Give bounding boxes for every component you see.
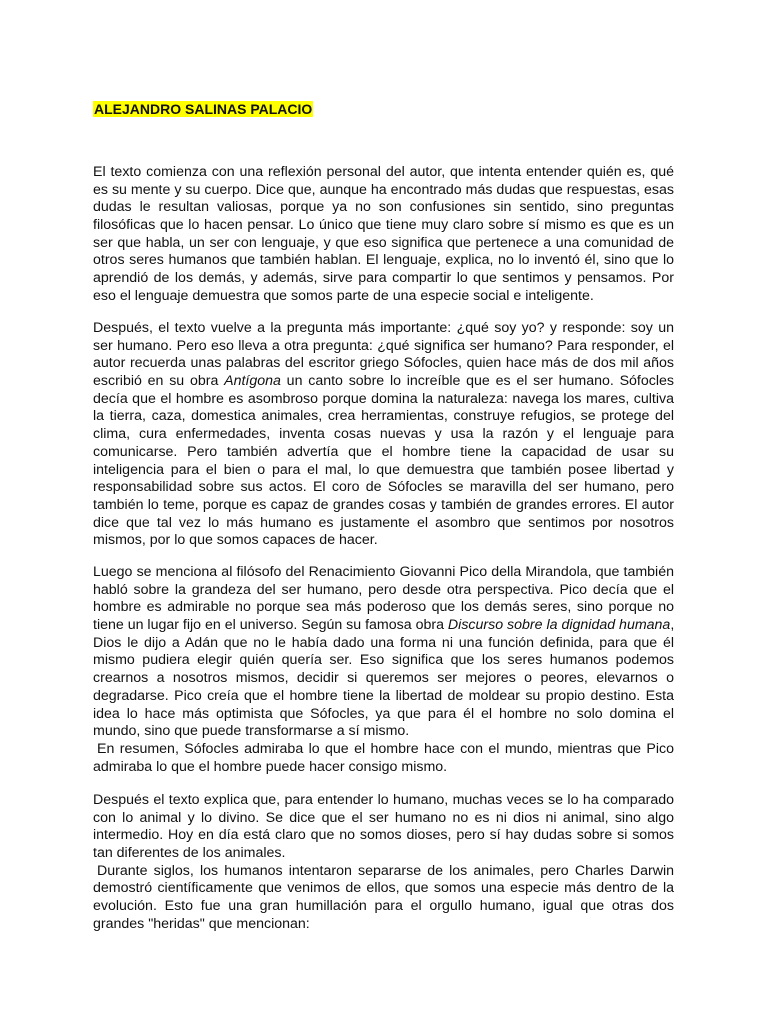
paragraph-2 <box>93 320 674 550</box>
paragraph-1 <box>93 164 674 306</box>
text-line: Después el texto explica que, para entender lo humano, muchas veces se lo ha comparado <box>93 792 674 808</box>
text-line: grandes "heridas" que mencionan: <box>93 915 310 932</box>
text-line: es su mente y su cuerpo. Dice que, aunque ha encontrado más dudas que respuestas, esas <box>93 181 674 198</box>
text-line: idea lo hace más optimista que Sófocles, ya que para él el hombre no solo domina el <box>93 705 674 722</box>
text-line: mismo pudiera elegir quién quería ser. Eso significa que los seres humanos podemos <box>93 652 674 669</box>
paragraph-4 <box>93 792 674 934</box>
text-line: ser que habla, un ser con lenguaje, y que eso significa que pertenece a una comunidad de <box>93 234 674 251</box>
text-line: autor recuerda unas palabras del escritor griego Sófocles, quien hace más de dos mil años <box>93 355 674 372</box>
text-line: crearnos a nosotros mismos, decidir si queremos ser mejores o peores, elevarnos o <box>93 670 674 687</box>
text-line: responsabilidad sobre sus actos. El coro de Sófocles se maravilla del ser humano, pero <box>93 479 674 496</box>
text-line <box>93 617 674 635</box>
text-line <box>93 373 674 391</box>
text-line: la tierra, caza, domestica animales, crea herramientas, construye refugios, se protege del <box>93 408 674 425</box>
text-line: Después, el texto vuelve a la pregunta más importante: ¿qué soy yo? y responde: soy un <box>93 320 674 336</box>
author-name-highlight: ALEJANDRO SALINAS PALACIO <box>94 101 313 117</box>
text-line: intermedio. Hoy en día está claro que no somos dioses, pero sí hay dudas sobre si somos <box>93 827 674 844</box>
text-line: inteligencia para el bien o para el mal, lo que demuestra que también posee libertad y <box>93 461 674 478</box>
text-line: comunicarse. Pero también advertía que el hombre tiene la capacidad de usar su <box>93 443 674 460</box>
text-line: clima, cura enfermedades, inventa cosas nuevas y usa la razón y el lenguaje para <box>93 426 674 443</box>
text-line: degradarse. Pico creía que el hombre tiene la libertad de moldear su propio destino. Esta <box>93 687 674 704</box>
text-run: un canto sobre lo increíble que es el ser humano. Sófocles <box>280 373 674 390</box>
italic-title: Antígona <box>224 373 281 390</box>
italic-title: Discurso sobre la dignidad humana <box>447 617 671 634</box>
text-line: En resumen, Sófocles admiraba lo que el hombre hace con el mundo, mientras que Pico <box>97 740 674 757</box>
text-line: Durante siglos, los humanos intentaron separarse de los animales, pero Charles Darwin <box>97 862 674 879</box>
text-run: tiene un lugar fijo en el universo. Según su famosa obra <box>93 617 448 634</box>
text-line: habló sobre la grandeza del ser humano, pero desde otra perspectiva. Pico decía que el <box>93 581 674 598</box>
text-line: dudas le resultan valiosas, porque ya no son confusiones sin sentido, sino preguntas <box>93 199 674 216</box>
text-line: evolución. Esto fue una gran humillación para el orgullo humano, igual que otras dos <box>93 898 674 915</box>
text-line: decía que el hombre es asombroso porque domina la naturaleza: navega los mares, cultiva <box>93 390 674 407</box>
text-line: ser humano. Pero eso lleva a otra pregunta: ¿qué significa ser humano? Para responder, el <box>93 337 674 354</box>
text-run: , <box>670 617 675 634</box>
author-heading <box>93 100 313 118</box>
text-line: dice que tal vez lo más humano es justamente el asombro que sentimos por nosotros <box>93 514 674 531</box>
text-line: mismos, por lo que somos capaces de hacer. <box>93 532 378 549</box>
text-line: otros seres humanos que también hablan. El lenguaje, explica, no lo inventó él, sino que lo <box>93 252 674 269</box>
text-line: demostró científicamente que venimos de ellos, que somos una especie más dentro de la <box>93 880 674 897</box>
text-run: escribió en su obra <box>93 373 225 390</box>
text-line: Dios le dijo a Adán que no le había dado una forma ni una función definida, para que él <box>93 634 674 651</box>
text-line: también lo teme, porque es capaz de grandes cosas y también de grandes errores. El autor <box>93 496 674 513</box>
text-line: tan diferentes de los animales. <box>93 845 286 862</box>
text-line: aprendió de los demás, y además, sirve para compartir lo que sentimos y pensamos. Por <box>93 270 674 287</box>
text-line: Luego se menciona al filósofo del Renacimiento Giovanni Pico della Mirandola, que también <box>93 564 674 580</box>
text-line: El texto comienza con una reflexión personal del autor, que intenta entender quién es, qué <box>93 164 674 180</box>
text-line: hombre es admirable no porque sea más poderoso que los demás seres, sino porque no <box>93 599 674 616</box>
text-line: admiraba lo que el hombre puede hacer consigo mismo. <box>93 758 448 775</box>
text-line: filosóficas que lo hacen pensar. Lo único que tiene muy claro sobre sí mismo es que es un <box>93 217 674 234</box>
text-line: con lo animal y lo divino. Se dice que el ser humano no es ni dios ni animal, sino algo <box>93 809 674 826</box>
text-line: eso el lenguaje demuestra que somos parte de una especie social e inteligente. <box>93 287 594 304</box>
text-line: mundo, sino que puede transformarse a sí mismo. <box>93 723 410 740</box>
paragraph-3 <box>93 564 674 776</box>
